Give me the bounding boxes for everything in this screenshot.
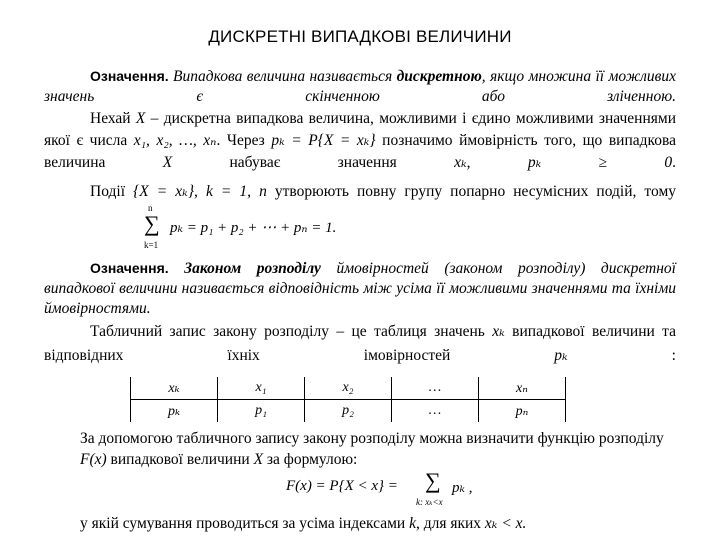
sum-lower-limit: k=1 [144,240,159,250]
page-title: ДИСКРЕТНІ ВИПАДКОВІ ВЕЛИЧИНИ [208,27,512,46]
table-cell: … [392,400,479,423]
sum-upper-limit: n [148,203,153,213]
paragraph-table-record: Табличний запис закону розподілу – це таблиця значень xₖ випадкової величини та відповідних їхніх імовірностей pₖ : [44,323,676,364]
definition-distribution-law: Означення. Законом розподілу ймовірностей (законом розподілу) дискретної випадкової величини називається відповідність між усіма її можливими значеннями та їхніми ймовірностями. [44,260,676,317]
table-cell: p₁ [218,400,305,423]
formula-rhs: pₖ , [452,480,473,496]
definition-head: Означення. [90,68,169,84]
table-cell: xₙ [479,377,566,400]
table-cell: … [392,377,479,400]
definition-head: Означення. [90,260,169,276]
definition-discrete: Означення. Випадкова величина називається дискретною, якщо множина її можливих значень є скінченною або зліченною. [44,68,676,105]
table-cell: pₙ [479,400,566,423]
sum-sign: ∑ [144,211,160,236]
formula-lhs: F(x) = P{X < x} = [286,478,398,494]
table-cell: x₁ [218,377,305,400]
distribution-table [130,377,566,422]
formula-sum-sign: ∑ [425,468,441,493]
sum-expression: pₖ = p₁ + p₂ + ⋯ + pₙ = 1. [170,220,337,236]
table-row [131,400,566,423]
paragraph-complete-group: Події {X = xₖ}, k = 1, n утворюють повну групу попарно несумісних подій, тому [90,183,677,200]
table-cell: p₂ [305,400,392,423]
paragraph-distribution-function: За допомогою табличного запису закону розподілу можна визначити функцію розподілу F(x) випадкової величини X за формулою: [80,430,664,468]
table-cell: pₖ [131,400,218,423]
paragraph-summation-note: у якій сумування проводиться за усіма індексами k, для яких xₖ < x. [80,515,527,532]
table-cell: xₖ [131,377,218,400]
paragraph-notation: Нехай X – дискретна випадкова величина, можливими і єдино можливими значеннями якої є числа x₁, x₂, …, xₙ. Через pₖ = P{X = xₖ} позначимо ймовірність того, що випадкова величина X набуває значення xₖ, pₖ ≥ 0. [44,110,676,171]
table-cell: x₂ [305,377,392,400]
table-row [131,377,566,400]
formula-sum-subscript: k: xₖ<x [416,497,443,507]
